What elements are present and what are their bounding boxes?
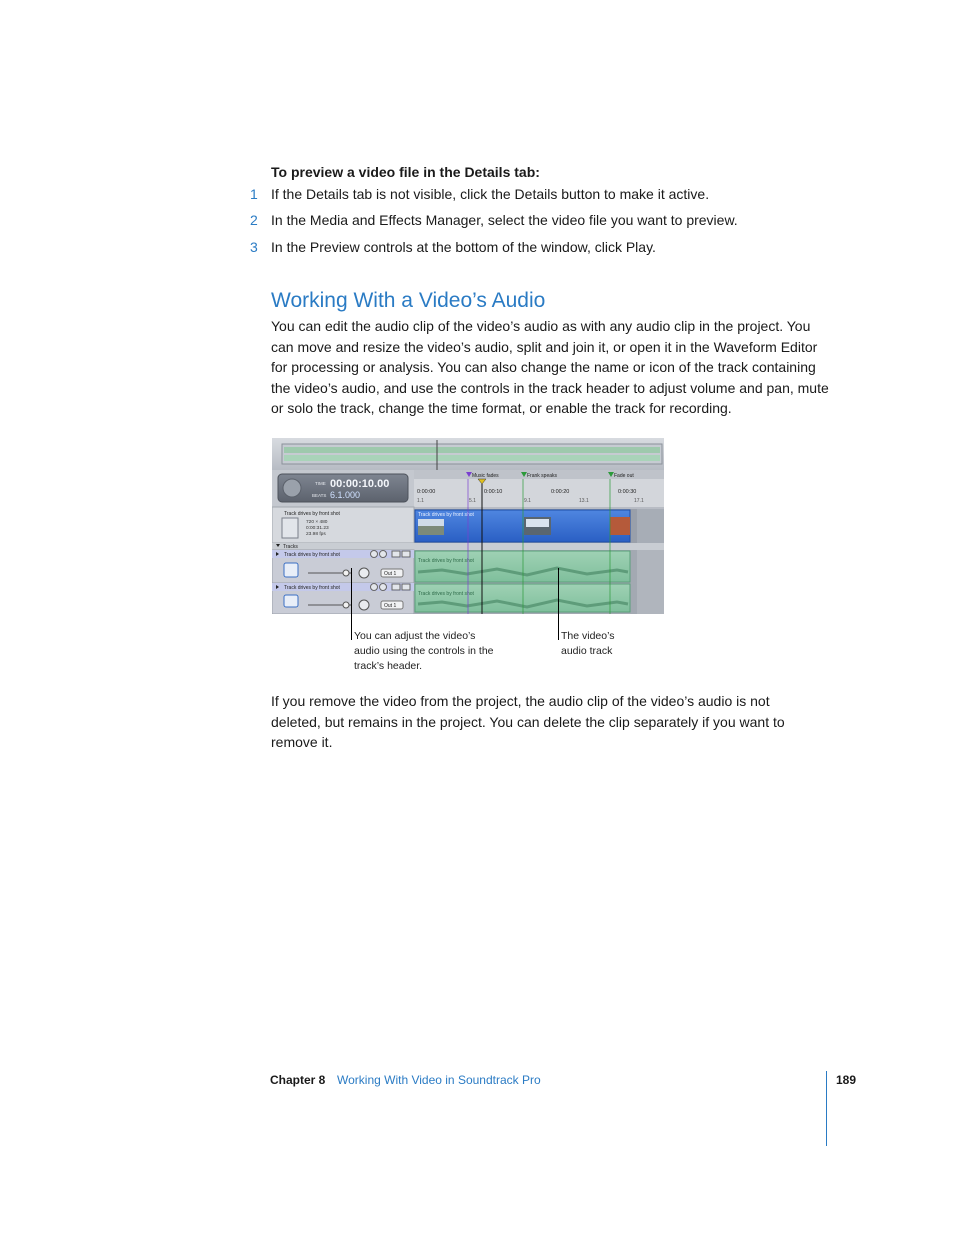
video-fps: 23.98 fps xyxy=(306,532,326,537)
ruler-beat-5: 5.1 xyxy=(469,498,476,504)
step-text: In the Media and Effects Manager, select the video file you want to preview. xyxy=(271,212,738,228)
marker-fade-out: Fade out xyxy=(614,473,634,479)
audio-track-1-name: Track drives by front shot xyxy=(284,552,340,558)
footer-divider xyxy=(826,1071,827,1146)
audio-track-2-name: Track drives by front shot xyxy=(284,585,340,591)
step-number: 3 xyxy=(250,239,258,255)
callout-left-line-3: track’s header. xyxy=(354,660,423,672)
callout-right-line-2: audio track xyxy=(561,645,613,657)
callout-line-right xyxy=(558,568,559,640)
callout-left-line-2: audio using the controls in the xyxy=(354,645,494,657)
footer-chapter: Chapter 8 xyxy=(270,1073,326,1087)
step-3 xyxy=(250,239,656,255)
video-dimensions: 720 × 480 xyxy=(306,520,328,525)
step-number: 1 xyxy=(250,186,258,202)
timeline-figure xyxy=(272,438,664,614)
marker-frank-speaks: Frank speaks xyxy=(527,473,558,479)
step-1 xyxy=(250,186,709,202)
ruler-beat-13: 13.1 xyxy=(579,498,589,504)
page-number: 189 xyxy=(836,1073,857,1087)
ruler-time-0: 0:00:00 xyxy=(417,489,436,495)
ruler-time-20: 0:00:20 xyxy=(551,489,570,495)
intro-paragraph: You can edit the audio clip of the video’s audio as with any audio clip in the project. You can move and resize the video’s audio, split and join it, or open it in the Waveform Editor for processing or analysis. You can also change the name or icon of the track containing the video’s audio, and use the controls in the track header to adjust volume and pan, mute or solo the track, change the time format, or enable the track for recording. xyxy=(271,318,829,416)
ruler-beat-9: 9.1 xyxy=(524,498,531,504)
beats-readout: 6.1.000 xyxy=(330,490,361,500)
callout-line-left xyxy=(351,568,352,640)
audio-clip-1-label: Track drives by front shot xyxy=(418,558,474,564)
step-text: In the Preview controls at the bottom of the window, click Play. xyxy=(271,239,656,255)
ruler-time-30: 0:00:30 xyxy=(618,489,637,495)
audio-clip-2-label: Track drives by front shot xyxy=(418,591,474,597)
video-clip-label: Track drives by front shot xyxy=(418,512,474,518)
footer-chapter-title: Working With Video in Soundtrack Pro xyxy=(337,1073,541,1087)
callout-right-line-1: The video’s xyxy=(561,630,615,642)
video-duration: 0:00:31.23 xyxy=(306,526,329,531)
step-number: 2 xyxy=(250,212,258,228)
ruler-beat-17: 17.1 xyxy=(634,498,644,504)
audio-track-2-output: Out 1 xyxy=(384,603,397,609)
callout-left-line-1: You can adjust the video’s xyxy=(354,630,476,642)
ruler-beat-1: 1.1 xyxy=(417,498,424,504)
step-2 xyxy=(250,212,738,228)
task-heading: To preview a video file in the Details tab: xyxy=(271,164,540,180)
time-readout: 00:00:10.00 xyxy=(330,478,390,490)
time-label: TIME xyxy=(315,481,326,486)
ruler-time-10: 0:00:10 xyxy=(484,489,503,495)
closing-paragraph: If you remove the video from the project, the audio clip of the video’s audio is not deleted, but remains in the project. You can delete the clip separately if you want to remove it. xyxy=(271,693,785,750)
tracks-header: Tracks xyxy=(283,544,298,550)
callout-left xyxy=(354,629,494,674)
beats-label: BEATS xyxy=(312,493,327,498)
step-text: If the Details tab is not visible, click the Details button to make it active. xyxy=(271,186,710,202)
video-track-name: Track drives by front shot xyxy=(284,511,340,517)
section-title: Working With a Video’s Audio xyxy=(271,289,546,312)
timeline-screenshot xyxy=(272,438,664,614)
marker-music-fades: Music fades xyxy=(472,473,499,479)
callout-right xyxy=(561,629,615,659)
audio-track-1-output: Out 1 xyxy=(384,571,397,577)
